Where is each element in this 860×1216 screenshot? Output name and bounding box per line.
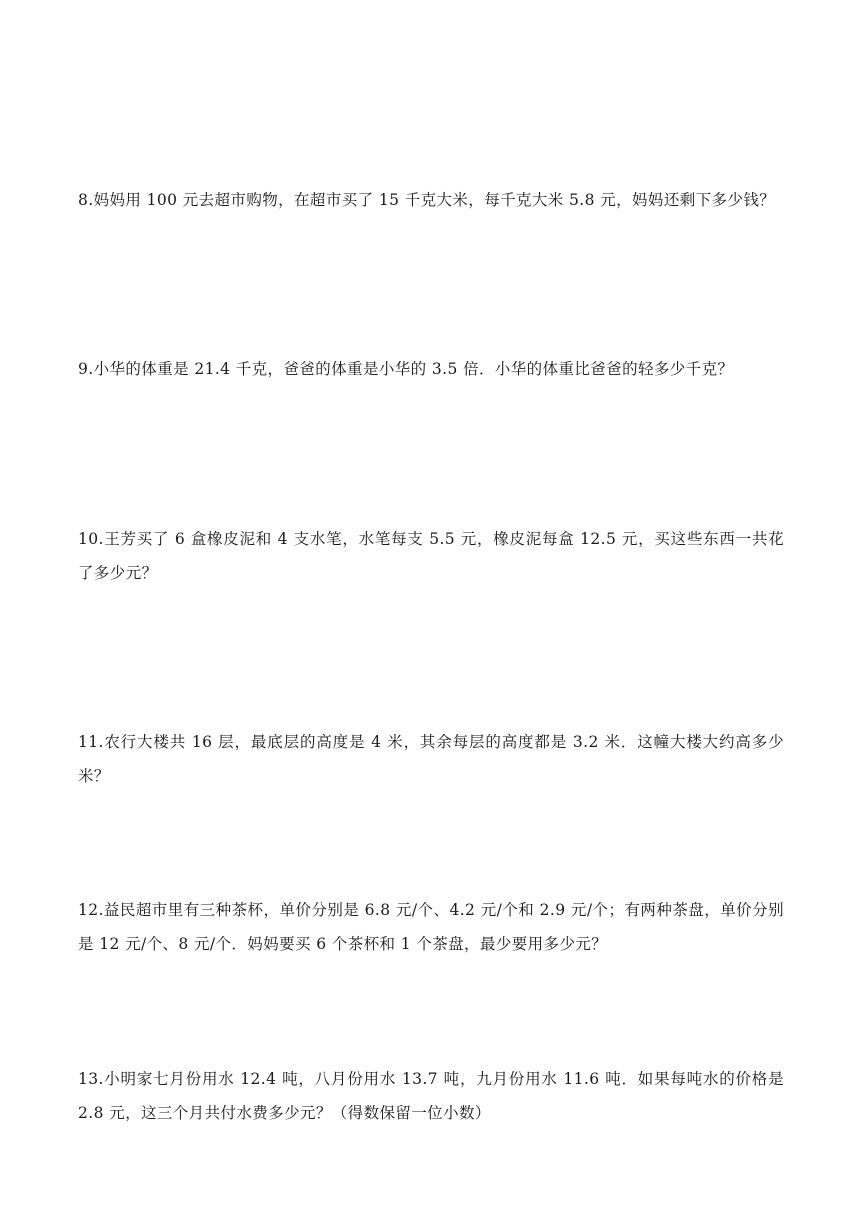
problem-13 (78, 1062, 784, 1130)
problem-9 (78, 352, 784, 386)
problem-text: 小华的体重是 21.4 千克，爸爸的体重是小华的 3.5 倍．小华的体重比爸爸的轻多少千克？ (93, 360, 734, 378)
problem-number: 12. (78, 901, 104, 919)
problem-number: 10. (78, 530, 104, 548)
problem-text: 妈妈用 100 元去超市购物，在超市买了 15 千克大米，每千克大米 5.8 元，妈妈还剩下多少钱？ (93, 191, 776, 209)
problem-11 (78, 725, 784, 793)
problem-12 (78, 893, 784, 961)
problem-8 (78, 183, 784, 217)
problem-text: 益民超市里有三种茶杯，单价分别是 6.8 元/个、4.2 元/个和 2.9 元/个；有两种茶盘，单价分别是 12 元/个、8 元/个．妈妈要买 6 个茶杯和 1 个茶盘，最少要用多少元？ (78, 901, 784, 953)
problem-number: 11. (78, 733, 104, 751)
problem-text: 农行大楼共 16 层，最底层的高度是 4 米，其余每层的高度都是 3.2 米．这幢大楼大约高多少米？ (78, 733, 784, 785)
problem-text: 王芳买了 6 盒橡皮泥和 4 支水笔，水笔每支 5.5 元，橡皮泥每盒 12.5 元，买这些东西一共花了多少元？ (78, 530, 784, 582)
problem-10 (78, 522, 784, 590)
problem-number: 13. (78, 1070, 104, 1088)
problem-number: 9. (78, 360, 94, 378)
problem-number: 8. (78, 191, 94, 209)
problem-text: 小明家七月份用水 12.4 吨，八月份用水 13.7 吨，九月份用水 11.6 吨．如果每吨水的价格是 2.8 元，这三个月共付水费多少元？（得数保留一位小数） (78, 1070, 784, 1122)
